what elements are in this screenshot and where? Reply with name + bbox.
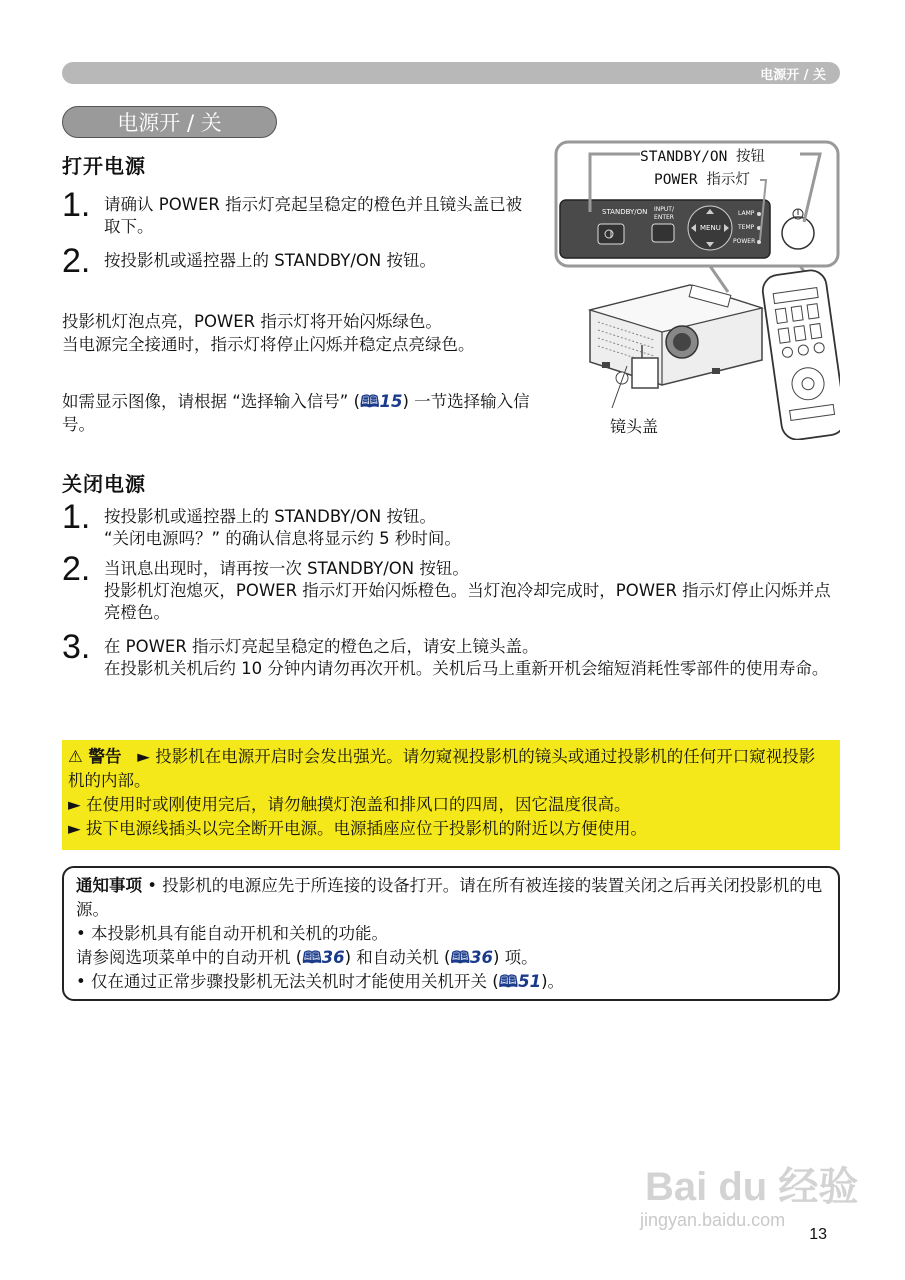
panel-input-text: INPUT/ ENTER — [654, 206, 674, 221]
step-number: 3. — [62, 628, 91, 666]
arrow-icon: ► — [126, 747, 156, 766]
power-off-step-1 — [62, 500, 832, 550]
header-title: 电源开 / 关 — [760, 68, 826, 83]
notice-box — [62, 866, 840, 1001]
bullet: • — [76, 924, 91, 943]
step-body — [104, 500, 824, 550]
step-line: 在投影机关机后约 10 分钟内请勿再次开机。关机后马上重新开机会缩短消耗性零部件的使用寿命。 — [103, 659, 829, 678]
paragraph-text: 如需显示图像，请根据 “选择输入信号” ( — [62, 392, 361, 411]
panel-temp-text: TEMP — [738, 224, 755, 231]
power-on-heading: 打开电源 — [62, 154, 146, 178]
power-on-paragraph-2 — [62, 390, 532, 436]
page-reference-link[interactable]: 36 — [469, 948, 493, 967]
notice-item-1 — [76, 874, 828, 922]
panel-lamp-text: LAMP — [738, 210, 755, 217]
warning-text: 拔下电源线插头以完全断开电源。电源插座应位于投影机的附近以方便使用。 — [85, 819, 647, 838]
book-icon: 🕮 — [498, 972, 519, 991]
page-number: 13 — [809, 1226, 827, 1243]
step-body — [104, 552, 832, 624]
arrow-icon: ► — [68, 819, 86, 838]
power-on-step-1 — [62, 188, 542, 238]
power-off-step-2 — [62, 552, 832, 624]
warning-text: 投影机在电源开启时会发出强光。请勿窥视投影机的镜头或通过投影机的任何开口窥视投影机的内部。 — [68, 747, 816, 790]
power-off-heading: 关闭电源 — [62, 472, 146, 496]
baidu-watermark-logo: Bai du 经验 — [645, 1165, 859, 1209]
warning-item-1 — [68, 745, 830, 793]
notice-text: ) 和自动关机 ( — [344, 948, 451, 967]
projector-figure — [550, 140, 840, 440]
warning-icon: ⚠ — [68, 747, 89, 766]
book-icon: 🕮 — [450, 948, 470, 967]
step-line: 当讯息出现时，请再按一次 STANDBY/ON 按钮。 — [103, 559, 469, 578]
header-bar — [62, 62, 840, 84]
step-body — [104, 630, 832, 680]
notice-text: ) 项。 — [492, 948, 538, 967]
step-text: 请确认 POWER 指示灯亮起呈稳定的橙色并且镜头盖已被取下。 — [104, 195, 523, 236]
book-icon: 🕮 — [360, 392, 380, 411]
arrow-icon: ► — [68, 795, 86, 814]
warning-item-2 — [68, 793, 830, 817]
notice-item-2 — [76, 922, 828, 970]
power-off-step-3 — [62, 630, 832, 680]
paragraph-line: 投影机灯泡点亮，POWER 指示灯将开始闪烁绿色。 — [62, 312, 442, 331]
page-reference-link[interactable]: 15 — [379, 392, 403, 411]
section-title: 电源开 / 关 — [62, 106, 277, 138]
warning-label: 警告 — [88, 747, 122, 766]
page-reference-link[interactable]: 36 — [321, 948, 345, 967]
lens-cap-label: 镜头盖 — [610, 417, 659, 436]
bullet: • — [147, 876, 163, 895]
paragraph-text: ) 一节选择输入信号。 — [62, 392, 530, 434]
step-line: 在 POWER 指示灯亮起呈稳定的橙色之后，请安上镜头盖。 — [103, 637, 539, 656]
panel-standby-text: STANDBY/ON — [602, 208, 648, 216]
panel-power-text: POWER — [733, 238, 756, 245]
warning-item-3 — [68, 817, 830, 841]
notice-text: 请参阅选项菜单中的自动开机 ( — [76, 948, 303, 967]
paragraph-line: 当电源完全接通时，指示灯将停止闪烁并稳定点亮绿色。 — [62, 335, 475, 354]
notice-text: 仅在通过正常步骤投影机无法关机时才能使用关机开关 ( — [90, 972, 499, 991]
step-number: 2. — [62, 242, 91, 280]
step-text: 按投影机或遥控器上的 STANDBY/ON 按钮。 — [104, 251, 436, 270]
panel-menu-text: MENU — [700, 224, 721, 232]
warning-text: 在使用时或刚使用完后，请勿触摸灯泡盖和排风口的四周，因它温度很高。 — [85, 795, 631, 814]
notice-text: )。 — [541, 972, 565, 991]
warning-box — [62, 740, 840, 850]
step-number: 1. — [62, 186, 91, 224]
power-on-step-2 — [62, 244, 542, 278]
step-line: “关闭电源吗？” 的确认信息将显示约 5 秒时间。 — [104, 529, 461, 548]
power-indicator-label: POWER 指示灯 — [654, 172, 750, 188]
power-on-paragraph-1 — [62, 310, 522, 356]
step-line: 投影机灯泡熄灭，POWER 指示灯开始闪烁橙色。当灯泡冷却完成时，POWER 指示灯停止闪烁并点亮橙色。 — [103, 581, 831, 622]
standby-button-label: STANDBY/ON 按钮 — [640, 149, 766, 165]
baidu-watermark-url: jingyan.baidu.com — [640, 1210, 786, 1230]
step-line: 按投影机或遥控器上的 STANDBY/ON 按钮。 — [104, 507, 436, 526]
step-number: 1. — [62, 498, 91, 536]
bullet: • — [76, 972, 91, 991]
book-icon: 🕮 — [302, 948, 322, 967]
notice-text: 本投影机具有能自动开机和关机的功能。 — [90, 924, 388, 943]
notice-item-3 — [76, 970, 828, 994]
step-number: 2. — [62, 550, 91, 588]
notice-label: 通知事项 — [76, 876, 142, 895]
notice-text: 投影机的电源应先于所连接的设备打开。请在所有被连接的装置关闭之后再关闭投影机的电源。 — [76, 876, 823, 919]
page-reference-link[interactable]: 51 — [518, 972, 542, 991]
